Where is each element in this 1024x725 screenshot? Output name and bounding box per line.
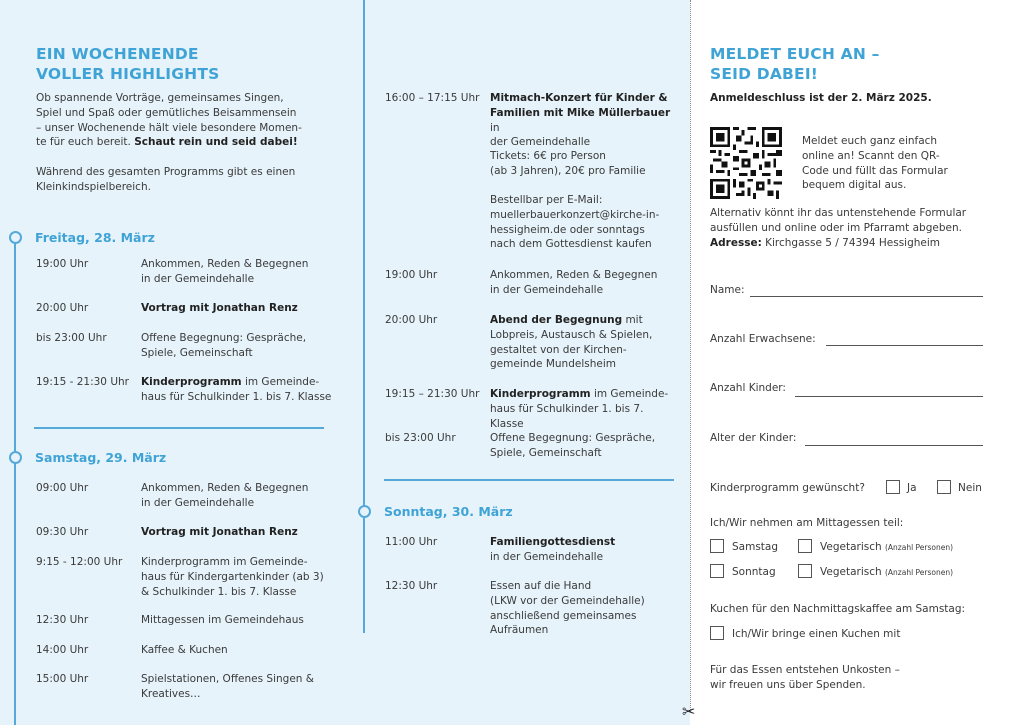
event-time: 12:30 Uhr <box>36 614 89 626</box>
event-time: 20:00 Uhr <box>385 314 438 326</box>
event-description: Kaffee & Kuchen <box>141 644 228 656</box>
adults-field[interactable] <box>826 345 983 346</box>
costs-note: Für das Essen entstehen Unkosten – wir freuen uns über Spenden. <box>710 664 900 691</box>
veg-sunday-label: Vegetarisch (Anzahl Personen) <box>820 566 954 578</box>
event-description: Kinderprogramm im Gemeinde- haus für Schulkinder 1. bis 7. Klasse <box>490 388 669 430</box>
kids-program-no-checkbox[interactable] <box>937 480 951 494</box>
event-time: 15:00 Uhr <box>36 673 89 685</box>
timeline-line-left <box>14 232 16 725</box>
page-title: EIN WOCHENENDE VOLLER HIGHLIGHTS <box>36 45 220 83</box>
intro-text: Ob spannende Vorträge, gemeinsames Singen, Spiel und Spaß oder gemütliches Beisammensein – unser Wochenende hält viele besondere Momen- te für euch bereit. Schaut rein und seid dabei! <box>36 92 302 149</box>
event-time: bis 23:00 Uhr <box>385 432 456 444</box>
cake-question: Kuchen für den Nachmittagskaffee am Samstag: <box>710 603 966 615</box>
event-time: 19:15 - 21:30 Uhr <box>36 376 129 388</box>
ticket-info: Tickets: 6€ pro Person (ab 3 Jahren), 20€ pro Familie <box>490 150 646 177</box>
kids-area-note: Während des gesamten Programms gibt es einen Kleinkindspielbereich. <box>36 166 296 193</box>
event-description: Vortrag mit Jonathan Renz <box>141 302 298 314</box>
veg-saturday-checkbox[interactable] <box>798 539 812 553</box>
alternative-info: Alternativ könnt ihr das untenstehende Formular ausfüllen und online oder im Pfarramt abgeben. Adresse: Kirchgasse 5 / 74394 Hessigheim <box>710 207 967 249</box>
registration-title: MELDET EUCH AN – SEID DABEI! <box>710 45 880 83</box>
event-description: Abend der Begegnung mit Lobpreis, Austausch & Spielen, gestaltet von der Kirchen- gemeinde Mundelsheim <box>490 314 653 371</box>
event-description: Mittagessen im Gemeindehaus <box>141 614 304 626</box>
timeline-dot-saturday <box>9 451 22 464</box>
lunch-saturday-label: Samstag <box>732 541 779 553</box>
timeline-dot-friday <box>9 231 22 244</box>
day-title-sunday: Sonntag, 30. März <box>384 504 513 519</box>
deadline: Anmeldeschluss ist der 2. März 2025. <box>710 92 932 104</box>
veg-saturday-label: Vegetarisch (Anzahl Personen) <box>820 541 954 553</box>
event-description: Offene Begegnung: Gespräche, Spiele, Gemeinschaft <box>141 332 307 359</box>
event-description: Kinderprogramm im Gemeinde- haus für Kindergartenkinder (ab 3) & Schulkinder 1. bis 7. Klasse <box>141 556 324 598</box>
event-description: Familiengottesdienst in der Gemeindehalle <box>490 536 616 563</box>
day-title-saturday: Samstag, 29. März <box>35 450 167 465</box>
kids-program-yes-checkbox[interactable] <box>886 480 900 494</box>
separator-friday <box>34 427 324 429</box>
cake-checkbox[interactable] <box>710 626 724 640</box>
event-description: Essen auf die Hand (LKW vor der Gemeindehalle) anschließend gemeinsames Aufräumen <box>490 580 645 637</box>
event-time: 19:00 Uhr <box>36 258 89 270</box>
event-description: Vortrag mit Jonathan Renz <box>141 526 298 538</box>
event-description: Offene Begegnung: Gespräche, Spiele, Gemeinschaft <box>490 432 656 459</box>
lunch-sunday-label: Sonntag <box>732 566 776 578</box>
event-time: 09:30 Uhr <box>36 526 89 538</box>
event-time: 16:00 – 17:15 Uhr <box>385 92 480 104</box>
cake-label: Ich/Wir bringe einen Kuchen mit <box>732 628 901 640</box>
event-description: Ankommen, Reden & Begegnen in der Gemeindehalle <box>490 269 658 296</box>
scissors-icon: ✂ <box>682 702 696 721</box>
name-label: Name: <box>710 284 745 296</box>
adults-label: Anzahl Erwachsene: <box>710 333 816 345</box>
separator-middle <box>384 479 674 481</box>
lunch-sunday-checkbox[interactable] <box>710 564 724 578</box>
name-field[interactable] <box>750 296 983 297</box>
kids-label: Anzahl Kinder: <box>710 382 786 394</box>
timeline-dot-sunday <box>358 505 371 518</box>
kids-program-question: Kinderprogramm gewünscht? <box>710 482 865 494</box>
kids-program-yes-label: Ja <box>907 482 917 494</box>
qr-instructions: Meldet euch ganz einfach online an! Scannt den QR- Code und füllt das Formular bequem digital aus. <box>802 135 948 192</box>
order-info: Bestellbar per E-Mail: muellerbauerkonzert@kirche-in- hessigheim.de oder sonntags nach dem Gottesdienst kaufen <box>490 194 660 251</box>
event-description: Mitmach-Konzert für Kinder & Familien mit Mike Müllerbauer in der Gemeindehalle <box>490 92 671 149</box>
event-time: bis 23:00 Uhr <box>36 332 107 344</box>
day-title-friday: Freitag, 28. März <box>35 230 155 245</box>
event-time: 9:15 - 12:00 Uhr <box>36 556 123 568</box>
veg-sunday-checkbox[interactable] <box>798 564 812 578</box>
event-time: 20:00 Uhr <box>36 302 89 314</box>
kids-program-no-label: Nein <box>958 482 982 494</box>
event-time: 12:30 Uhr <box>385 580 438 592</box>
fold-line <box>690 0 691 712</box>
ages-field[interactable] <box>805 445 983 446</box>
lunch-saturday-checkbox[interactable] <box>710 539 724 553</box>
event-description: Ankommen, Reden & Begegnen in der Gemeindehalle <box>141 258 309 285</box>
kids-field[interactable] <box>795 396 983 397</box>
event-time: 11:00 Uhr <box>385 536 438 548</box>
event-time: 19:15 – 21:30 Uhr <box>385 388 480 400</box>
ages-label: Alter der Kinder: <box>710 432 797 444</box>
event-description: Ankommen, Reden & Begegnen in der Gemeindehalle <box>141 482 309 509</box>
timeline-line-middle <box>363 0 365 633</box>
qr-code-icon[interactable] <box>710 127 782 199</box>
event-time: 19:00 Uhr <box>385 269 438 281</box>
lunch-question: Ich/Wir nehmen am Mittagessen teil: <box>710 517 904 529</box>
event-description: Kinderprogramm im Gemeinde- haus für Schulkinder 1. bis 7. Klasse <box>141 376 332 403</box>
event-time: 14:00 Uhr <box>36 644 89 656</box>
event-description: Spielstationen, Offenes Singen & Kreatives… <box>141 673 314 700</box>
event-time: 09:00 Uhr <box>36 482 89 494</box>
